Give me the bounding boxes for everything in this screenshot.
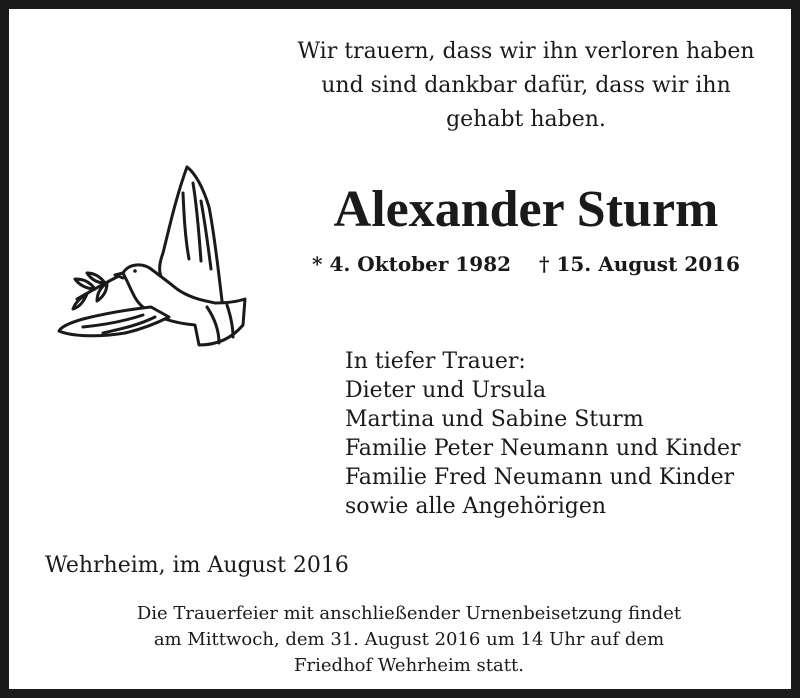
motto-line: Wir trauern, dass wir ihn verloren haben [297, 39, 755, 64]
service-line: Friedhof Wehrheim statt. [294, 655, 524, 676]
mourner-line: Dieter und Ursula [345, 378, 547, 403]
deceased-name: Alexander Sturm [333, 181, 719, 238]
mourner-line: Familie Peter Neumann und Kinder [345, 436, 741, 461]
mourners-list [345, 347, 785, 521]
mourner-line: Familie Fred Neumann und Kinder [345, 465, 735, 490]
funeral-service-info [49, 601, 769, 679]
life-dates [271, 249, 781, 279]
mourner-line: Martina und Sabine Sturm [345, 407, 644, 432]
dove-with-olive-branch-icon [43, 157, 249, 349]
motto-line: gehabt haben. [446, 107, 606, 132]
birth-date: * 4. Oktober 1982 [312, 252, 512, 276]
service-line: am Mittwoch, dem 31. August 2016 um 14 Uhr auf dem [153, 629, 665, 650]
death-date: † 15. August 2016 [539, 252, 740, 276]
mourner-line: sowie alle Angehörigen [345, 494, 607, 519]
mourners-heading: In tiefer Trauer: [345, 349, 526, 374]
motto [271, 35, 781, 137]
motto-line: und sind dankbar dafür, dass wir ihn [321, 73, 731, 98]
place-and-date: Wehrheim, im August 2016 [45, 553, 349, 578]
service-line: Die Trauerfeier mit anschließender Urnenbeisetzung findet [136, 603, 682, 624]
